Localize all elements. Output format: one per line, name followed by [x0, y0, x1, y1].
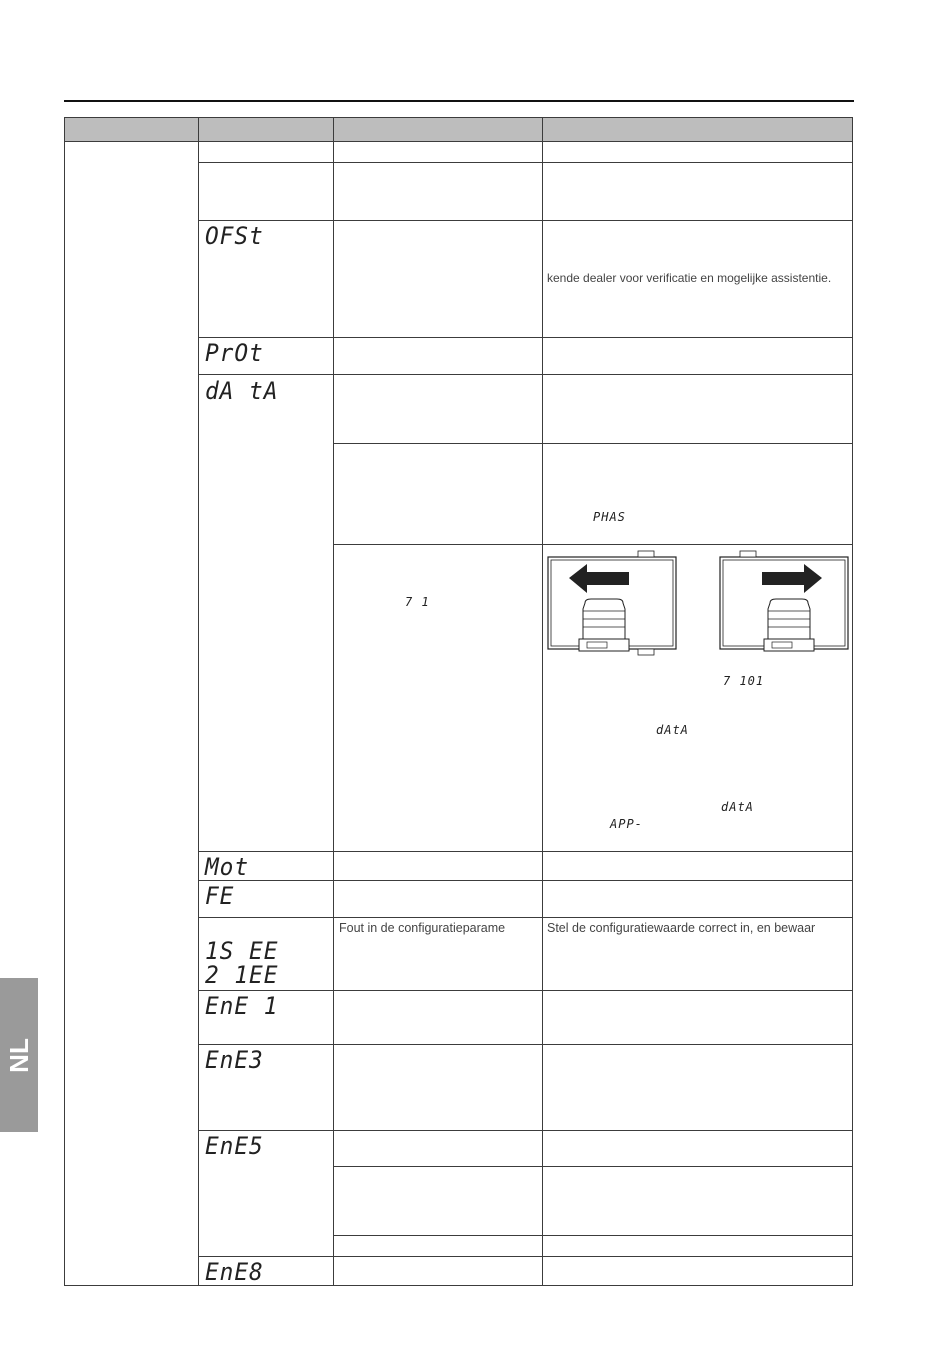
- code-fe: FE: [205, 882, 235, 910]
- row-line: [198, 1044, 853, 1045]
- row-line: [198, 1256, 853, 1257]
- row-line: [333, 1235, 853, 1236]
- row-line: [333, 443, 853, 444]
- config-error-text: Fout in de configuratieparame: [339, 921, 506, 935]
- gate-diagram-right: [718, 549, 852, 659]
- code-data-small-1: dAtA: [656, 723, 689, 737]
- row-line: [198, 851, 853, 852]
- arrow-left-icon: [569, 564, 629, 593]
- header-bottom-line: [64, 141, 853, 142]
- code-71: 7 1: [405, 595, 430, 609]
- row-line: [198, 162, 853, 163]
- config-fix-text: Stel de configuratiewaarde correct in, en bewaar: [547, 921, 816, 935]
- row-line: [198, 917, 853, 918]
- motor-icon: [764, 599, 814, 651]
- table-border-bottom: [64, 1285, 853, 1286]
- column-divider-2: [333, 117, 334, 1286]
- row-line: [198, 880, 853, 881]
- row-line: [198, 990, 853, 991]
- column-divider-3: [542, 117, 543, 1286]
- table-border-left: [64, 117, 65, 1286]
- ofst-note: kende dealer voor verificatie en mogelijke assistentie.: [547, 271, 832, 285]
- gate-diagram-left: [547, 549, 687, 659]
- row-line: [198, 374, 853, 375]
- motor-icon: [579, 599, 629, 651]
- code-prot: PrOt: [205, 339, 264, 367]
- language-side-label: NL: [3, 1037, 34, 1073]
- code-ofst: OFSt: [205, 222, 264, 250]
- column-divider-1: [198, 117, 199, 1286]
- top-rule: [64, 100, 854, 102]
- row-line: [333, 1166, 853, 1167]
- row-line: [198, 220, 853, 221]
- row-line: [198, 1130, 853, 1131]
- code-data-small-2: dAtA: [721, 800, 754, 814]
- language-side-label-wrap: [0, 978, 38, 1132]
- arrow-right-icon: [762, 564, 822, 593]
- code-app: APP-: [610, 817, 643, 831]
- table-border-top: [64, 117, 853, 118]
- code-1see: 1S EE: [205, 937, 279, 965]
- code-phas: PHAS: [593, 510, 626, 524]
- table-border-right: [852, 117, 853, 1286]
- code-ene1: EnE 1: [205, 992, 279, 1020]
- code-ene5: EnE5: [205, 1132, 264, 1160]
- code-7101: 7 101: [723, 674, 765, 688]
- code-ene8: EnE8: [205, 1258, 264, 1286]
- table-header: [64, 117, 853, 141]
- code-ene3: EnE3: [205, 1046, 264, 1074]
- row-line: [198, 337, 853, 338]
- code-21ee: 2 1EE: [205, 961, 279, 989]
- row-line: [333, 544, 853, 545]
- code-mot: Mot: [205, 853, 250, 881]
- code-data: dA tA: [205, 377, 279, 405]
